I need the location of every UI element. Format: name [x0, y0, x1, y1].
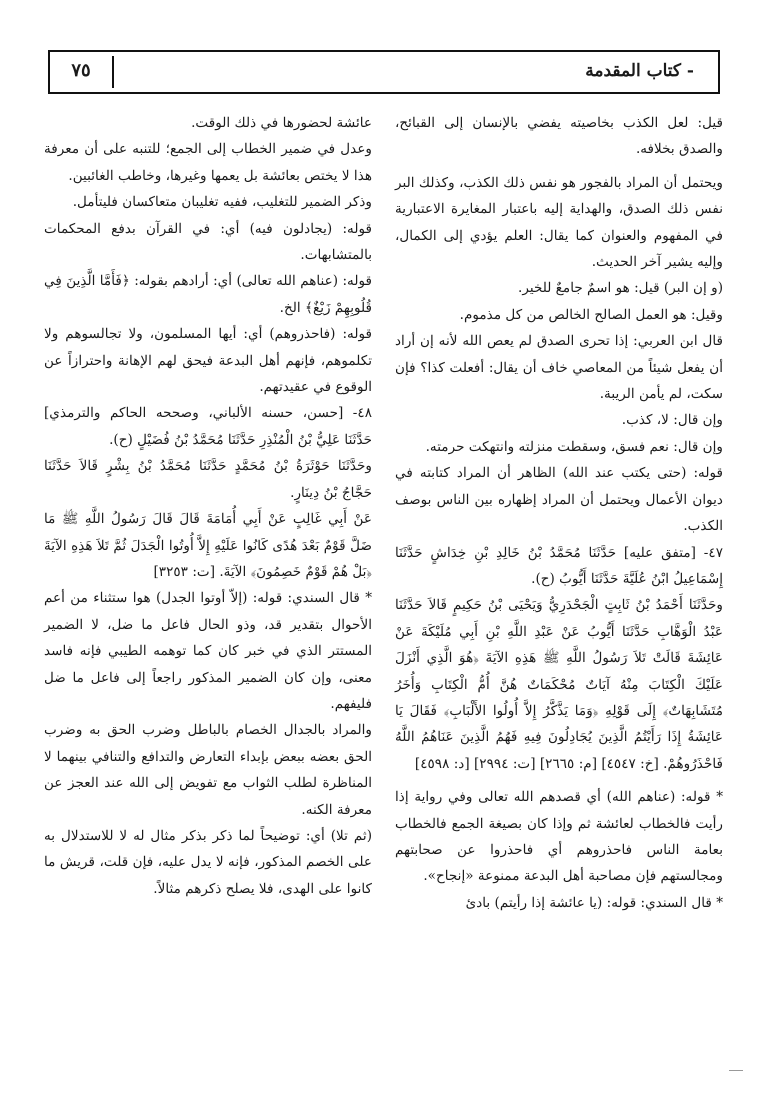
paragraph: قوله: (فاحذروهم) أي: أيها المسلمون، ولا تجالسوهم ولا تكلموهم، فإنهم أهل البدعة فيحق لهم الإهانة واحترازاً عن الوقوع في عقيدتهم. — [44, 326, 372, 396]
header-divider — [112, 56, 114, 88]
paragraph: وعدل في ضمير الخطاب إلى الجمع؛ للتنبه على أن معرفة هذا لا يختص بعائشة بل يعمها وغيرها، وخاطب الغائبين. — [44, 141, 372, 184]
hadith-48-text: عَنْ أَبِي غَالِبٍ عَنْ أَبِي أُمَامَةَ قَالَ قَالَ رَسُولُ اللَّهِ ﷺ مَا ضَلَّ قَوْمٌ بَعْدَ هُدًى كَانُوا عَلَيْهِ إِلاَّ أُوتُوا الْجَدَلَ ثُمَّ تَلاَ هَذِهِ الآيَةَ ﴿بَلْ هُمْ قَوْمٌ خَصِمُونَ﴾ الآيَةَ. [ت: ٣٢٥٣] — [44, 511, 372, 580]
hadith-47-text: وحَدَّثَنَا أَحْمَدُ بْنُ ثَابِتٍ الْجَحْدَرِيُّ وَيَحْيَى بْنُ حَكِيمٍ قَالاَ حَدَّثَنَا عَبْدُ الْوَهَّابِ حَدَّثَنَا أَيُّوبُ عَنْ عَبْدِ اللَّهِ بْنِ أَبِي مُلَيْكَةَ عَنْ عَائِشَةَ قَالَتْ تَلاَ رَسُولُ اللَّهِ ﷺ هَذِهِ الآيَةَ ﴿هُوَ الَّذِي أَنْزَلَ عَلَيْكَ الْكِتَابَ مِنْهُ آيَاتٌ مُحْكَمَاتٌ هُنَّ أُمُّ الْكِتَابِ وَأُخَرُ مُتَشَابِهَاتٌ﴾ إِلَى قَوْلِهِ ﴿وَمَا يَذَّكَّرُ إِلاَّ أُولُوا الأَلْبَابِ﴾ فَقَالَ يَا عَائِشَةُ إِذَا رَأَيْتُمُ الَّذِينَ يُجَادِلُونَ فِيهِ فَهُمُ الَّذِينَ عَنَاهُمُ اللَّهُ فَاحْذَرُوهُمْ. [خ: ٤٥٤٧] [م: ٢٦٦٥] [ت: ٢٩٩٤] [د: ٤٥٩٨] — [395, 597, 723, 772]
paragraph: وإن قال: نعم فسق، وسقطت منزلته وانتهكت حرمته. — [425, 438, 723, 455]
commentary-note: * قال السندي: قوله: (إلاّ أوتوا الجدل) هوا ستثناء من أعم الأحوال بتقدير قد، وذو الحال فاعل ما ضل، لا الضمير المستتر الذي في خبر كان كما توهمه الطيبي فإنه فاسد معنى، وإن كان الضمير المذكور راجعاً إلى فاعل ما ضل فليفهم. — [44, 590, 372, 712]
left-text-column — [44, 110, 372, 902]
page-number: ٧٥ — [71, 60, 91, 81]
paragraph: (ثم تلا) أي: توضيحاً لما ذكر بذكر مثال له لا للاستدلال به على الخصم المذكور، فإنه لا يدل عليه، فإن قلت، قريش ما كانوا على الهدى، فلا يصلح ذكرهم مثالاً. — [44, 827, 372, 897]
commentary-note: * قال السندي: قوله: (يا عائشة إذا رأيتم) بادئ — [465, 894, 723, 911]
paragraph: قيل: لعل الكذب بخاصيته يفضي بالإنسان إلى القبائح، والصدق بخلافه. — [395, 115, 723, 158]
paragraph: قوله: (يجادلون فيه) أي: في القرآن بدفع المحكمات بالمتشابهات. — [44, 220, 372, 264]
chapter-title: - كتاب المقدمة — [585, 61, 694, 81]
page-header — [48, 50, 720, 94]
paragraph: قال ابن العربي: إذا تحرى الصدق لم يعص الله لأنه إن أراد أن يفعل شيئاً من المعاصي خاف أن يقال: أفعلت كذا؟ فإن سكت، لم يأمن الريبة. — [395, 333, 723, 403]
hadith-47-chain: ٤٧- [متفق عليه] حَدَّثَنَا مُحَمَّدُ بْنُ خَالِدِ بْنِ خِدَاشٍ حَدَّثَنَا إِسْمَاعِيلُ ابْنُ عُلَيَّةَ حَدَّثَنَا أَيُّوبُ (ح). — [395, 544, 723, 587]
paragraph: (و إن البر) قيل: هو اسمٌ جامعٌ للخير. — [518, 280, 723, 297]
paragraph: وإن قال: لا، كذب. — [621, 412, 723, 429]
right-text-column — [395, 110, 723, 916]
footer-mark — [729, 1070, 743, 1071]
paragraph: عائشة لحضورها في ذلك الوقت. — [191, 115, 372, 131]
paragraph: قوله: (عناهم الله تعالى) أي: أرادهم بقوله: ﴿فَأَمَّا الَّذِينَ فِي قُلُوبِهِمْ زَيْغٌ﴾ الخ. — [44, 273, 372, 316]
paragraph: ويحتمل أن المراد بالفجور هو نفس ذلك الكذب، وكذلك البر نفس ذلك الصدق، والهداية إليه باعتبار المغايرة الاعتبارية في المفهوم والعنوان كما يقال: العلم يؤدي إلى الكمال، وإليه يشير آخر الحديث. — [395, 174, 723, 271]
hadith-48-chain: وحَدَّثَنَا حَوْثَرَةُ بْنُ مُحَمَّدٍ حَدَّثَنَا مُحَمَّدُ بْنُ بِشْرٍ قَالاَ حَدَّثَنَا حَجَّاجُ بْنُ دِينَارٍ. — [44, 458, 372, 501]
commentary-note: * قوله: (عناهم الله) أي قصدهم الله تعالى وفي رواية إذا رأيت فالخطاب لعائشة ثم وإذا كان بصيغة الجمع فالخطاب بعامة الناس فاحذروهم أي فاحذروا عن صحابتهم ومجالستهم فإن مصاحبة أهل البدعة ممنوعة «إنجاح». — [395, 789, 723, 885]
paragraph: قوله: (حتى يكتب عند الله) الظاهر أن المراد كتابته في ديوان الأعمال ويحتمل أن المراد إظهاره بين الناس بوصف الكذب. — [395, 465, 723, 535]
paragraph: وقيل: هو العمل الصالح الخالص من كل مذموم. — [459, 306, 723, 323]
paragraph: وذكر الضمير للتغليب، ففيه تغليبان متعاكسان فليتأمل. — [72, 194, 372, 211]
paragraph: والمراد بالجدال الخصام بالباطل وضرب الحق به وضرب الحق بعضه ببعض بإبداء التعارض والتدافع والتنافي بينهما لا المناظرة لطلب الثواب مع تفويض إلى الله عند العجز عن معرفة الكنه. — [44, 722, 372, 818]
hadith-48-chain: ٤٨- [حسن، حسنه الألباني، وصححه الحاكم والترمذي] حَدَّثَنَا عَلِيُّ بْنُ الْمُنْذِرِ حَدَّثَنَا مُحَمَّدُ بْنُ فُضَيْلٍ (ح). — [44, 405, 372, 448]
